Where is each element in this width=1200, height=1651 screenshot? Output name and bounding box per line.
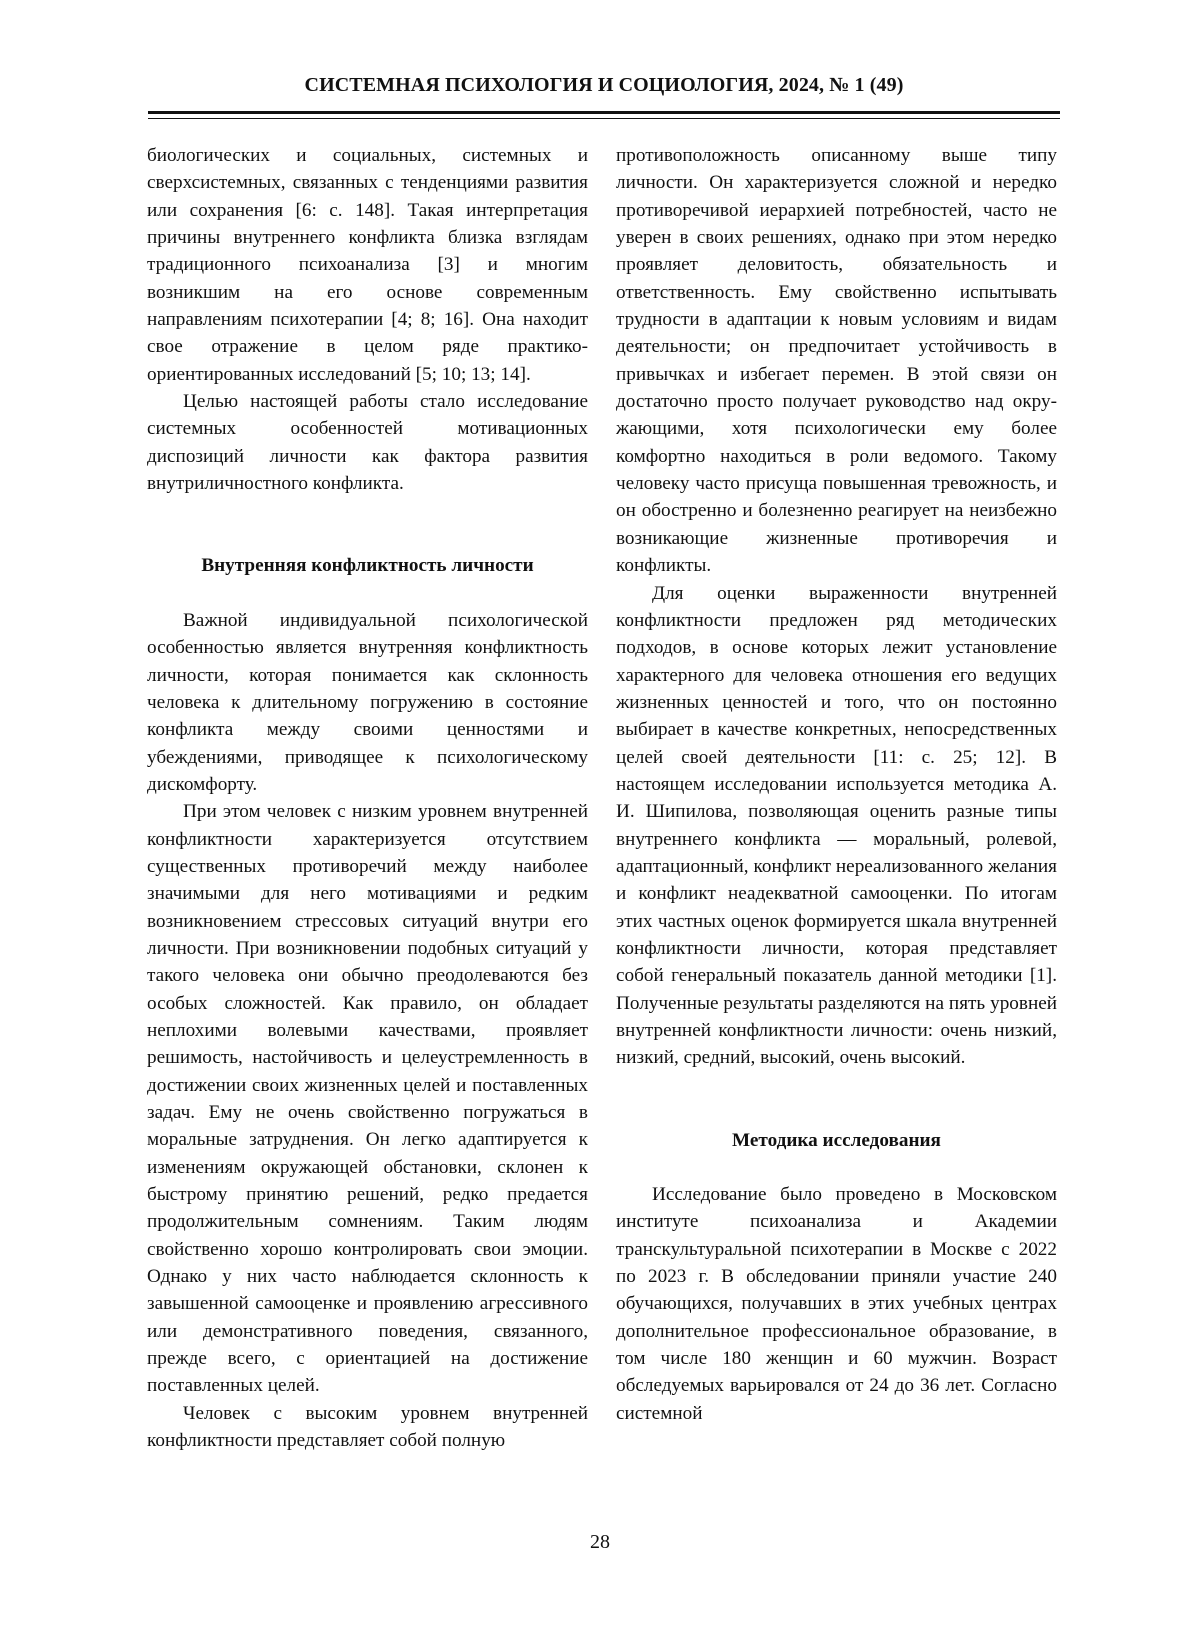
section-heading-conflictness: Внутренняя конфликтность личности (147, 552, 588, 579)
right-column (616, 142, 1057, 1427)
spacer (147, 497, 588, 552)
header-rule-thick (148, 111, 1060, 114)
paragraph: Человек с высоким уровнем внутренней конфликтности представляет собой полную (147, 1400, 588, 1455)
paragraph: биологических и социальных, системных и сверхсистемных, связанных с тенденциями развития или сохранения [6: с. 148]. Такая ин­терпретация причины внутреннего конфлик­та близка взглядам традиционного психоана­лиза [3] и многим возникшим на его основе современным направлениям психотерапии [4; 8; 16]. Она находит свое отражение в целом ряде практико-ориентированных исследова­ний [5; 10; 13; 14]. (147, 142, 588, 388)
section-heading-methods: Методика исследования (616, 1127, 1057, 1154)
spacer (147, 580, 588, 607)
paragraph: Для оценки выраженности внутренней конфликтности предложен ряд методических подходов, в основе которых лежит установ­ление характерного для человека отношения его ведущих жизненных ценностей и того, что он постоянно выбирает в качестве конкрет­ных, непосредственных целей своей деятель­ности [11: с. 25; 12]. В настоящем исследова­нии используется методика А. И. Шипилова, позволяющая оценить разные типы внутрен­него конфликта — моральный, ролевой, адап­тационный, конфликт нереализованного же­лания и конфликт неадекватной самооценки. По итогам этих частных оценок формируется шкала внутренней конфликтности личности, которая представляет собой генеральный по­казатель данной методики [1]. Полученные ре­зультаты разделяются на пять уровней внутрен­ней конфликтности личности: очень низкий, низкий, средний, высокий, очень высокий. (616, 580, 1057, 1072)
left-column (147, 142, 588, 1454)
paragraph: Важной индивидуальной психологиче­ской особенностью является внутренняя кон­фликтность личности, которая понимается как склонность человека к длительному погру­жению в состояние конфликта между свои­ми ценностями и убеждениями, приводящее к психологическому дискомфорту. (147, 607, 588, 798)
paragraph: При этом человек с низким уровнем внут­ренней конфликтности характеризуется отсутст­вием существенных противоречий между наиболее значимыми для него мотивациями и редким возникновением стрессовых ситуа­ций внутри его личности. При возникнове­нии подобных ситуаций у такого человека они обычно преодолеваются без особых слож­ностей. Как правило, он обладает неплохими волевыми качествами, проявляет решимость, настойчивость и целеустремленность в дости­жении своих жизненных целей и поставленных задач. Ему не очень свойственно погружаться в моральные затруднения. Он легко адапти­руется к изменениям окружающей обстановки, склонен к быстрому принятию решений, редко предается продолжительным сомнениям. Таким людям свойственно хорошо контролировать свои эмоции. Однако у них часто наблюдается склон­ность к завышенной самооценке и проявлению агрессивного или демонстративного поведе­ния, связанного, прежде всего, с ориентацией на достижение поставленных целей. (147, 798, 588, 1400)
paragraph: противоположность описанному выше типу личности. Он характеризуется сложной и не­редко противоречивой иерархией потребно­стей, часто не уверен в своих решениях, однако при этом нередко проявляет деловитость, обя­зательность и ответственность. Ему свойст­венно испытывать трудности в адаптации к новым условиям и видам деятельности; он предпочитает устойчивость в привычках и избегает перемен. В этой связи он доста­точно просто получает руководство над окру­жающими, хотя психологически ему более комфортно находиться в роли ведомого. Тако­му человеку часто присуща повышенная тре­вожность, и он обостренно и болезненно реа­гирует на неизбежно возникающие жизненные противоречия и конфликты. (616, 142, 1057, 580)
paragraph: Исследование было проведено в Москов­ском институте психоанализа и Академии транскультуральной психотерапии в Москве с 2022 по 2023 г. В обследовании приняли уча­стие 240 обучающихся, получавших в этих учебных центрах дополнительное профессио­нальное образование, в том числе 180 женщин и 60 мужчин. Возраст обследуемых варьи­ровался от 24 до 36 лет. Согласно системной (616, 1181, 1057, 1427)
spacer (616, 1154, 1057, 1181)
running-head-title: СИСТЕМНАЯ ПСИХОЛОГИЯ И СОЦИОЛОГИЯ, 2024, № 1 (49) (148, 74, 1060, 97)
spacer (616, 1072, 1057, 1127)
header-rule-thin (148, 118, 1060, 119)
paragraph: Целью настоящей работы стало исследо­вание системных особенностей мотивацион­ных диспозиций личности как фактора разви­тия внутриличностного конфликта. (147, 388, 588, 497)
page-number: 28 (0, 1531, 1200, 1554)
